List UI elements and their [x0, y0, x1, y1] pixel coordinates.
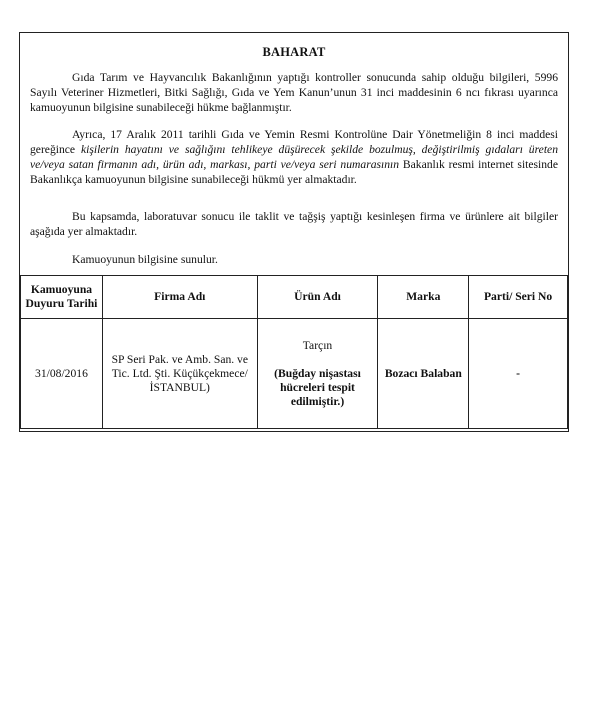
table-row: [21, 319, 568, 429]
cell-announcement-date: 31/08/2016: [21, 319, 103, 429]
cell-product-name: Tarçın: [302, 338, 333, 352]
cell-lot-serial: -: [469, 319, 568, 429]
document-title: BAHARAT: [262, 45, 326, 59]
cell-product-note: (Buğday nişastası hücreleri tespit edilmiştir.): [274, 366, 361, 408]
header-firm-name: Firma Adı: [102, 276, 257, 319]
header-brand: Marka: [378, 276, 469, 319]
paragraph-public-notice: Kamuoyunun bilgisine sunulur.: [72, 253, 218, 266]
cell-product: [257, 319, 378, 429]
cell-brand: Bozacı Balaban: [378, 319, 469, 429]
paragraph-regulation-end: Bakanlık resmi internet sitesinde Bakanlıkça kamuoyunun bilgisine sunabileceği hükmü yer almaktadır.: [30, 158, 558, 186]
paragraph-scope: Bu kapsamda, laboratuvar sonucu ile taklit ve tağşiş yaptığı kesinleşen firma ve ürünlere ait bilgiler aşağıda yer almaktadır.: [30, 210, 558, 238]
document-frame: [19, 32, 569, 432]
header-announcement-date: Kamuoyuna Duyuru Tarihi: [21, 276, 103, 319]
records-table: [20, 275, 568, 429]
cell-firm-name: SP Seri Pak. ve Amb. San. ve Tic. Ltd. Şti. Küçükçekmece/ İSTANBUL): [102, 319, 257, 429]
header-product-name: Ürün Adı: [257, 276, 378, 319]
paragraph-regulation-start: Ayrıca, 17 Aralık 2011 tarihli Gıda ve Yemin Resmi Kontrolüne Dair Yönetmeliğin 8 inci maddesi gereğince: [30, 128, 558, 156]
paragraph-law-reference: Gıda Tarım ve Hayvancılık Bakanlığının yaptığı kontroller sonucunda sahip olduğu bilgileri, 5996 Sayılı Veteriner Hizmetleri, Bitki Sağlığı, Gıda ve Yem Kanun’unun 31 inci maddesinin 6 ncı fıkrası uyarınca kamuoyunun bilgisine sunabileceği hükme bağlanmıştır.: [30, 71, 558, 114]
paragraph-regulation: [30, 127, 558, 187]
paragraph-regulation-italic: kişilerin hayatını ve sağlığını tehlikeye düşürecek şekilde bozulmuş, değiştirilmiş gıdaları üreten ve/veya satan firmanın adı, ürün adı, markası, parti ve/veya seri numarasının: [30, 143, 558, 171]
table-header-row: [21, 276, 568, 319]
header-lot-serial: Parti/ Seri No: [469, 276, 568, 319]
